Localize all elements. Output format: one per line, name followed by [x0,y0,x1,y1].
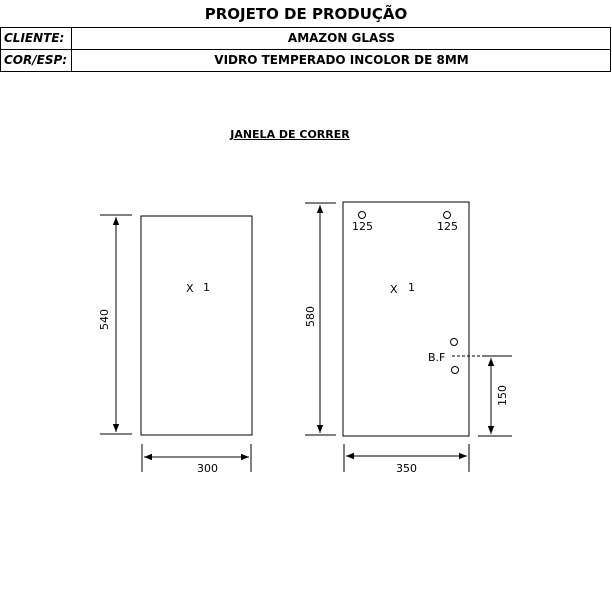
client-label: CLIENTE: [0,28,72,49]
hole-left-dim: 125 [352,220,373,233]
hole-right-dim: 125 [437,220,458,233]
panel-right-qty: 1 [408,281,415,294]
lock-label: B.F [428,351,446,364]
hole-top-left [359,212,366,219]
panel-left-width-label: 300 [197,462,218,475]
panel-left-qty-mark: X [186,282,194,295]
panel-right-width-label: 350 [396,462,417,475]
spec-label: COR/ESP: [0,50,72,71]
panel-left-outline [141,216,252,435]
hole-top-right [444,212,451,219]
panel-right-height-label: 580 [304,306,317,327]
page-title: PROJETO DE PRODUÇÃO [204,5,408,23]
lock-height-label: 150 [496,385,509,406]
panel-right-qty-mark: X [390,283,398,296]
panel-left-height-label: 540 [98,309,111,330]
panel-left [98,215,252,475]
client-value: AMAZON GLASS [73,28,611,49]
lock-hole-upper [451,339,458,346]
drawing-title: JANELA DE CORRER [230,128,350,141]
lock-hole-lower [452,367,459,374]
panel-right [304,202,512,475]
panel-right-outline [343,202,469,436]
spec-value: VIDRO TEMPERADO INCOLOR DE 8MM [73,50,611,71]
panel-left-qty: 1 [203,281,210,294]
